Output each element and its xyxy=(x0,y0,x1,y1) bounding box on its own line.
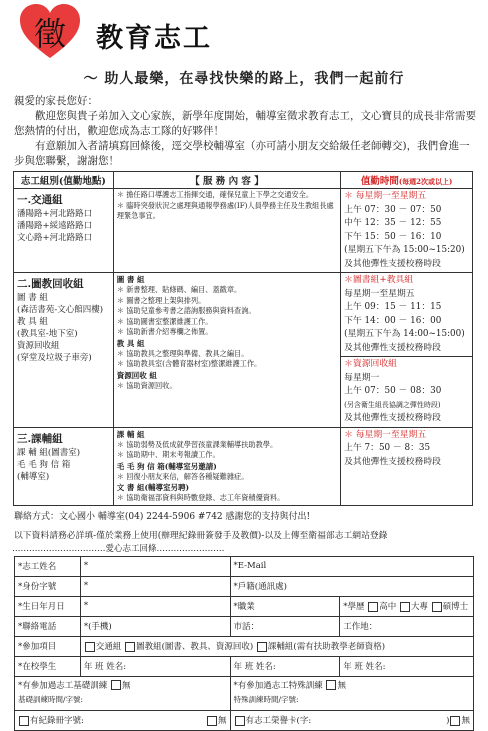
traffic-time-6: 及其他彈性支援校務時段 xyxy=(344,258,441,269)
phone-label: *聯絡電話 xyxy=(15,616,81,636)
library-time-a-3: 上午 09：15 － 11：15 xyxy=(344,302,442,312)
library-line-5: 資源回收組 xyxy=(17,341,60,351)
header-time xyxy=(341,172,473,189)
library-time-b-5: 及其他彈性支援校務時段 xyxy=(344,413,441,423)
library-service-cell xyxy=(113,273,340,428)
traffic-time-1: ＊ 每星期一至星期五 xyxy=(344,191,427,201)
table-header-row xyxy=(14,172,473,189)
tutoring-service-cell xyxy=(113,427,340,505)
library-line-2: (森活書苑-文心館四樓) xyxy=(17,305,104,315)
license-checkbox[interactable] xyxy=(235,716,245,726)
tutoring-time-2: 上午 7：50 － 8：35 xyxy=(344,443,431,453)
edu-graduate-checkbox[interactable] xyxy=(432,602,442,612)
slogan: ～ 助人最樂，在尋找快樂的路上，我們一起前行 xyxy=(83,71,405,87)
tutoring-checkbox[interactable] xyxy=(257,642,267,652)
library-time-b-2: 每星期一 xyxy=(344,372,380,383)
tutoring-group-title: 三.課輔組 xyxy=(17,432,63,445)
library-time-a-6: 及其他彈性支援校務時段 xyxy=(344,342,441,353)
greeting: 親愛的家長您好： xyxy=(14,95,98,107)
library-section-2-head: 教 具 組 xyxy=(116,338,145,348)
library-line-4: (教具室-地下室) xyxy=(17,329,78,339)
edu-highschool-label: 高中 xyxy=(379,602,397,612)
education-field xyxy=(340,596,474,616)
license-none-checkbox[interactable] xyxy=(450,716,460,726)
record-field xyxy=(15,710,231,730)
form-row-record xyxy=(15,710,474,730)
library-section-1-item-5: ＊ 協助新書介紹專欄之佈置。 xyxy=(116,327,213,336)
library-line-6: (穿堂及垃圾子車旁) xyxy=(17,353,92,363)
library-section-1-item-1: ＊ 新書整理、貼條碼、編目、蓋戳章。 xyxy=(116,285,242,294)
form-row-name xyxy=(15,556,474,576)
edu-college-label: 大專 xyxy=(410,602,428,612)
traffic-service-cell xyxy=(113,189,340,273)
traffic-location-2: 潘陽路+綏遠路路口 xyxy=(17,221,93,231)
address-input[interactable]: *戶籍(通訊處) xyxy=(230,576,474,596)
tutoring-group-row xyxy=(14,427,473,505)
basic-training-field xyxy=(15,676,231,710)
edu-highschool-checkbox[interactable] xyxy=(368,602,378,612)
library-section-1-item-4: ＊ 協助圖書室整潔維護工作。 xyxy=(116,316,213,326)
tutoring-line-1: 課 輔 組(圖書室) xyxy=(17,447,81,458)
basic-training-none-checkbox[interactable] xyxy=(111,680,121,690)
work-input[interactable]: 工作地： xyxy=(340,616,474,636)
edu-graduate-label: 碩博士 xyxy=(442,602,469,612)
license-end: ) xyxy=(446,716,450,726)
student-label: *在校學生 xyxy=(15,656,81,676)
tutoring-line-2: 毛 毛 狗 信 箱 xyxy=(17,459,71,470)
library-section-3-head: 資源回收 組 xyxy=(116,370,157,380)
special-training-sub[interactable]: 特殊訓練時間/字號: xyxy=(233,694,299,704)
tutoring-time-cell xyxy=(341,427,473,505)
record-checkbox[interactable] xyxy=(19,716,29,726)
intro-paragraph-2: 有意願加入者請填寫回條後，逕交學校輔導室（亦可請小朋友交給級任老師轉交)，我們會進一步與您聯繫，謝謝您！ xyxy=(14,140,470,167)
traffic-option-label: 交通組 xyxy=(95,642,122,652)
student-2-input[interactable]: 年 班 姓名: xyxy=(230,656,340,676)
special-training-none-label: 無 xyxy=(337,680,346,691)
tutoring-line-3: (輔導室) xyxy=(17,471,50,482)
traffic-time-cell xyxy=(341,189,473,273)
student-3-input[interactable]: 年 班 姓名: xyxy=(340,656,474,676)
intro-paragraph-1: 歡迎您與貴子弟加入文心家族，新學年度開始，輔導室徵求教育志工，文心寶貝的成長非常需要您熱情的付出，歡迎您成為志工隊的好夥伴！ xyxy=(14,110,476,137)
library-time-b-4: (另含衛生組長協調之彈性時段) xyxy=(344,400,441,409)
traffic-service-2: ＊ 臨時突發狀況之處理與通報學務處(IF)人員學務主任及生教組長處理緊急事宜。 xyxy=(116,200,334,220)
library-section-1-item-2: ＊ 圖書之整理上架與排列。 xyxy=(116,295,206,305)
tutoring-group-cell xyxy=(14,427,114,505)
special-training-none-checkbox[interactable] xyxy=(326,680,336,690)
birth-label: *生日年月日 xyxy=(15,596,81,616)
library-group-cell xyxy=(14,273,114,428)
library-section-1-item-3: ＊ 協助兒童參考書之諮詢服務與資料查詢。 xyxy=(116,306,256,315)
traffic-group-title: 一.交通組 xyxy=(17,194,63,206)
intro-letter xyxy=(0,94,488,169)
contact-line xyxy=(14,509,488,522)
traffic-service-1: ＊ 擔任路口導護志工指揮交通，確保兒童上下學之交通安全。 xyxy=(116,190,314,199)
form-row-student xyxy=(15,656,474,676)
tutoring-section-3-item-1: ＊ 協助衛福部資料與時數登錄、志工年資積優資料。 xyxy=(116,493,285,502)
group-label: *參加項目 xyxy=(15,636,81,656)
name-input[interactable]: * xyxy=(80,556,230,576)
library-time-cell xyxy=(341,273,473,428)
header-service: 【 服 務 內 容 】 xyxy=(113,172,340,189)
license-none-label: 無 xyxy=(461,716,470,726)
traffic-time-5: (星期五下午為 15:00~15:20) xyxy=(344,245,465,255)
library-group-title: 二.圖教回收組 xyxy=(17,278,84,290)
library-time-a-2: 每星期一至星期五 xyxy=(344,288,415,299)
data-usage-note: 以下資料請務必詳填-僅於業務上使用(辦理紀錄冊簽發手及教價)-以及上傳至衛福部志工網站登錄 xyxy=(14,530,388,541)
tutoring-section-3-head: 文 書 組(輔導室另聘) xyxy=(116,483,190,492)
id-input[interactable]: * xyxy=(80,576,230,596)
library-section-2-item-1: ＊ 協助教具之整理與準備、教具之編目。 xyxy=(116,348,249,358)
library-time-b xyxy=(341,357,472,427)
traffic-time-2: 上午 07：30 － 07：50 xyxy=(344,204,442,215)
tutoring-option-label: 課輔組(需有扶助教學老師資格) xyxy=(267,642,386,652)
library-time-a-4: 下午 14：00 － 16：00 xyxy=(344,315,442,326)
form-row-id xyxy=(15,576,474,596)
form-row-phone xyxy=(15,616,474,636)
license-field xyxy=(230,710,474,730)
license-label: 有志工榮譽卡(字: xyxy=(245,716,312,726)
library-section-3-item-1: ＊ 協助資源回收。 xyxy=(116,380,177,390)
student-1-input[interactable]: 年 班 姓名: xyxy=(80,656,230,676)
library-time-a-5: (星期五下午為 14:00~15:00) xyxy=(344,329,465,339)
basic-training-label: *有參加過志工基礎訓練 xyxy=(18,680,108,691)
library-section-1-head: 圖 書 組 xyxy=(116,275,145,284)
traffic-time-4: 下午 15：50 － 16：10 xyxy=(344,231,442,242)
logo-character: 徵 xyxy=(33,15,66,53)
cut-line: ……………………………愛心志工回條…………………… xyxy=(12,543,225,554)
record-none-checkbox[interactable] xyxy=(207,716,217,726)
form-row-group xyxy=(15,636,474,656)
library-time-b-3: 上午 07：50 － 08：30 xyxy=(344,386,442,396)
job-input[interactable]: *職業 xyxy=(230,596,340,616)
traffic-group-row xyxy=(14,189,473,273)
special-training-field xyxy=(230,676,474,710)
tutoring-section-1-item-1: ＊ 協助弱勢及低成就學習孩童課業輔導扶助教學。 xyxy=(116,439,278,449)
basic-training-none-label: 無 xyxy=(121,680,131,691)
email-input[interactable]: *E-Mail xyxy=(230,556,474,576)
contact-label: 聯絡方式： xyxy=(14,511,60,522)
header-time-label: 值勤時間 xyxy=(360,176,399,187)
tutoring-time-1: ＊ 每星期一至星期五 xyxy=(344,429,427,440)
tutoring-section-2-item-1: ＊ 回復小朋友來信，解答各種疑難雜症。 xyxy=(116,471,249,481)
traffic-location-3: 文心路+河北路路口 xyxy=(17,233,93,243)
library-time-a xyxy=(341,273,472,357)
home-phone-input[interactable]: 市話： xyxy=(230,616,340,636)
form-row-birth xyxy=(15,596,474,616)
special-training-label: *有參加過志工特殊訓練 xyxy=(233,680,323,691)
header xyxy=(0,0,488,62)
name-label: *志工姓名 xyxy=(15,556,81,576)
form-row-training xyxy=(15,676,474,710)
header-time-note: (每週2次或以上) xyxy=(398,177,453,186)
traffic-location-1: 潘陽路+河北路路口 xyxy=(17,209,93,219)
birth-input[interactable]: * xyxy=(80,596,230,616)
edu-college-checkbox[interactable] xyxy=(400,602,410,612)
volunteer-group-table xyxy=(13,171,473,506)
header-group: 志工組別(值勤地點) xyxy=(14,172,114,189)
library-option-label: 圖教組(圖書、教具、資源回收) xyxy=(136,642,254,652)
reply-form xyxy=(14,556,474,731)
library-group-row xyxy=(14,273,473,428)
library-section-2-item-2: ＊ 協助教具室(含體育器材室)整潔維護工作。 xyxy=(116,359,262,368)
record-label: 有紀錄冊字號: xyxy=(30,716,84,726)
traffic-group-cell xyxy=(14,189,114,273)
library-checkbox[interactable] xyxy=(125,642,135,652)
tutoring-time-3: 及其他彈性支援校務時段 xyxy=(344,456,441,467)
id-label: *身份字號 xyxy=(15,576,81,596)
library-line-1: 圖 書 組 xyxy=(17,293,48,303)
mobile-input[interactable]: *(手機) xyxy=(80,616,230,636)
tutoring-section-2-head: 毛 毛 狗 信 箱(輔導室另邀請) xyxy=(116,461,217,471)
education-label: *學歷 xyxy=(343,602,365,612)
group-options xyxy=(80,636,473,656)
record-none-label: 無 xyxy=(217,716,227,726)
page-title: 教育志工 xyxy=(96,23,212,54)
traffic-time-3: 中午 12：35 － 12：55 xyxy=(344,218,442,228)
library-time-b-1: ＊資源回收組 xyxy=(344,359,397,369)
library-line-3: 教 具 組 xyxy=(17,317,48,327)
contact-text: 文心國小 輔導室(04) 2244-5906 #742 感謝您的支持與付出! xyxy=(59,511,311,522)
heart-logo xyxy=(18,2,82,60)
tutoring-section-1-item-2: ＊ 協助期中、期末考報讀工作。 xyxy=(116,450,220,459)
library-time-a-1: ＊圖書組+教具組 xyxy=(344,275,414,285)
traffic-checkbox[interactable] xyxy=(85,642,95,652)
basic-training-sub[interactable]: 基礎訓練時間/字號: xyxy=(18,694,84,704)
tutoring-section-1-head: 課 輔 組 xyxy=(116,429,145,439)
